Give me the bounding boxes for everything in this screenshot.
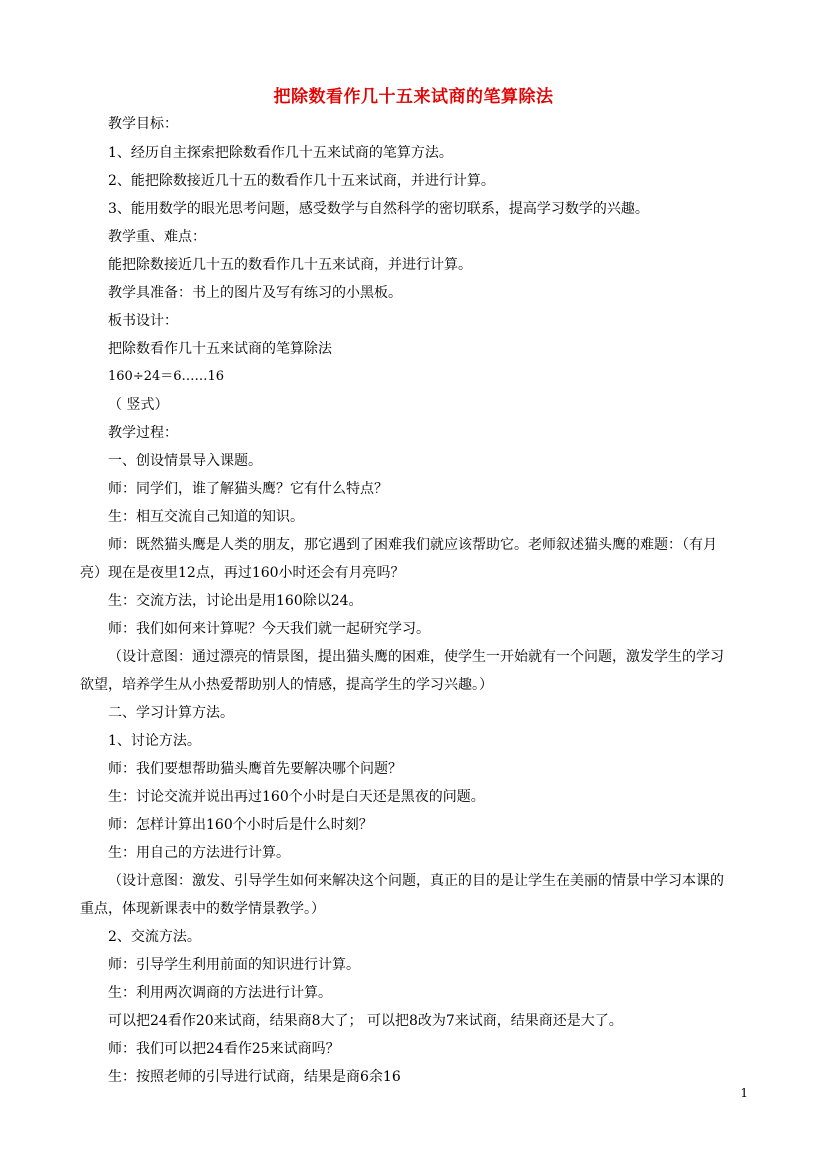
text-line: 师：我们可以把24看作25来试商吗？ [108, 1041, 340, 1057]
text-line: 教学过程： [108, 425, 178, 441]
text-line: 教学目标： [108, 116, 178, 132]
text-line: 1、经历自主探索把除数看作几十五来试商的笔算方法。 [108, 145, 453, 161]
text-line: 生：交流方法，讨论出是用160除以24。 [108, 593, 363, 609]
text-line: （设计意图：通过漂亮的情景图，提出猫头鹰的困难，使学生一开始就有一个问题，激发学生的学习 [108, 649, 724, 665]
text-line: 160÷24＝6……16 [108, 369, 225, 384]
text-line: 把除数看作几十五来试商的笔算除法 [108, 341, 332, 357]
text-line: 2、能把除数接近几十五的数看作几十五来试商，并进行计算。 [108, 173, 495, 189]
text-line: 二、学习计算方法。 [108, 705, 234, 721]
text-line: 欲望，培养学生从小热爱帮助别人的情感，提高学生的学习兴趣。） [80, 677, 493, 693]
text-line: 教学重、难点： [108, 229, 206, 245]
text-line: 重点，体现新课表中的数学情景教学。） [80, 901, 325, 917]
text-line: 师：既然猫头鹰是人类的朋友，那它遇到了困难我们就应该帮助它。老师叙述猫头鹰的难题：（有月 [108, 537, 717, 553]
text-line: 一、创设情景导入课题。 [108, 453, 262, 469]
text-line: 1、讨论方法。 [108, 733, 201, 749]
text-line: 生：相互交流自己知道的知识。 [108, 509, 304, 525]
text-line: 教学具准备：书上的图片及写有练习的小黑板。 [108, 285, 402, 301]
text-line: 生：利用两次调商的方法进行计算。 [108, 985, 332, 1001]
text-line: （ 竖式） [108, 397, 169, 413]
text-line: 师：同学们，谁了解猫头鹰？它有什么特点？ [108, 481, 388, 497]
text-line: 亮）现在是夜里12点，再过160小时还会有月亮吗？ [80, 565, 405, 581]
text-line: 师：怎样计算出160个小时后是什么时刻？ [108, 817, 373, 833]
text-line: 生：讨论交流并说出再过160个小时是白天还是黑夜的问题。 [108, 789, 485, 805]
text-line: 师：我们如何来计算呢？今天我们就一起研究学习。 [108, 621, 430, 637]
text-line: 2、交流方法。 [108, 929, 201, 945]
text-line: （设计意图：激发、引导学生如何来解决这个问题，真正的目的是让学生在美丽的情景中学习本课的 [108, 873, 724, 889]
text-line: 可以把24看作20来试商，结果商8大了； 可以把8改为7来试商，结果商还是大了。 [108, 1013, 623, 1029]
text-line: 板书设计： [108, 313, 178, 329]
text-line: 师：引导学生利用前面的知识进行计算。 [108, 957, 360, 973]
text-line: 生：用自己的方法进行计算。 [108, 845, 290, 861]
page-title: 把除数看作几十五来试商的笔算除法 [273, 87, 554, 107]
text-line: 3、能用数学的眼光思考问题，感受数学与自然科学的密切联系，提高学习数学的兴趣。 [108, 201, 649, 217]
text-line: 能把除数接近几十五的数看作几十五来试商，并进行计算。 [108, 257, 472, 273]
text-line: 生：按照老师的引导进行试商，结果是商6余16 [108, 1069, 401, 1085]
page-number: 1 [740, 1086, 748, 1100]
text-line: 师：我们要想帮助猫头鹰首先要解决哪个问题？ [108, 761, 402, 777]
